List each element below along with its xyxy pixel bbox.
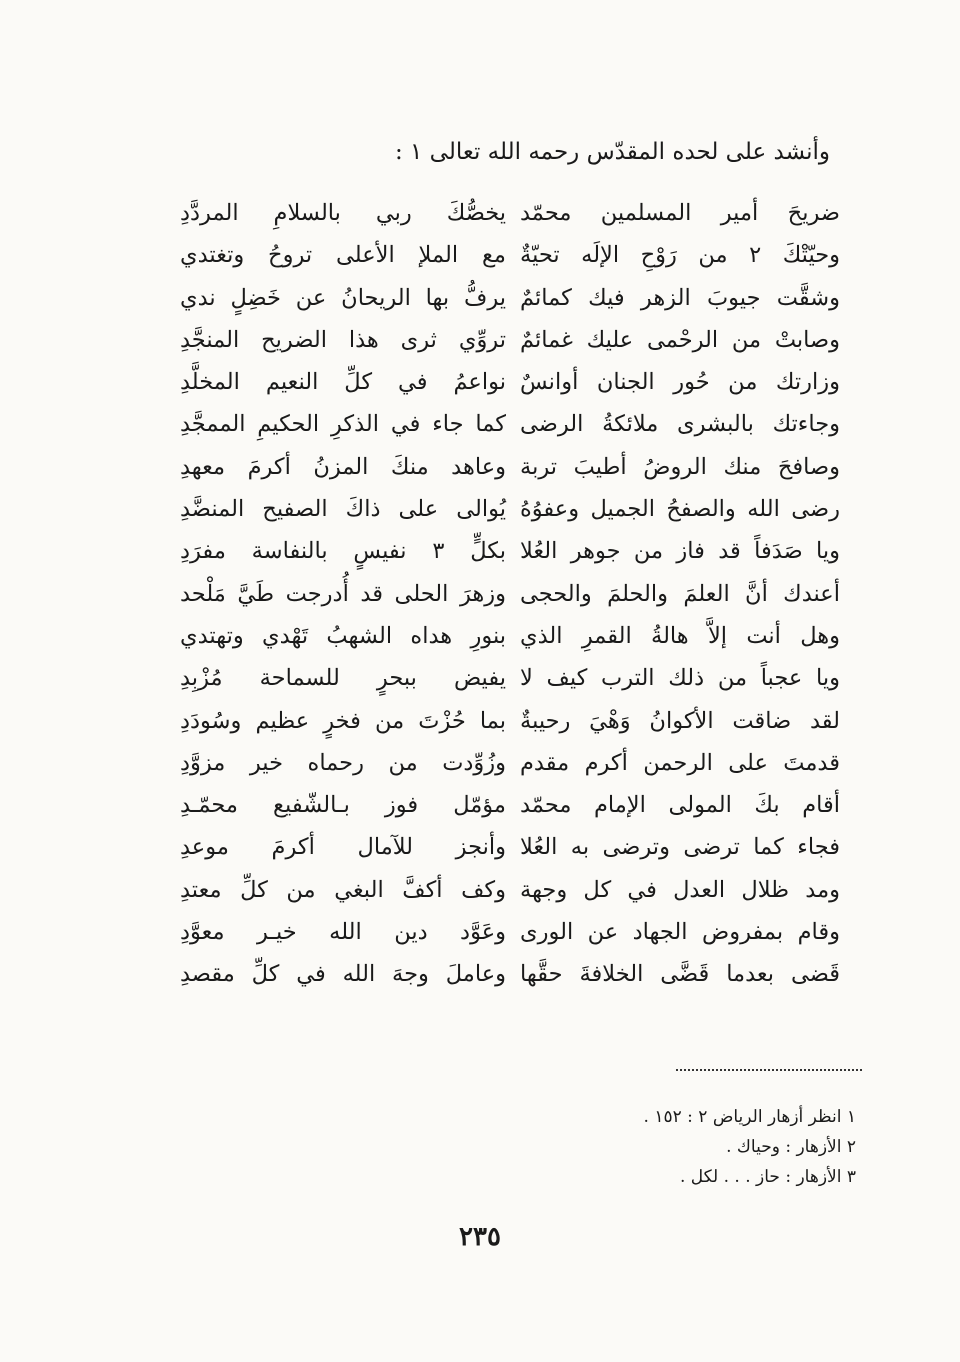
verse-first-hemistich: ضريحَ أمير المسلمين محمّد — [520, 200, 840, 226]
verse-second-hemistich: نواعمُ في كلِّ النعيم المخلَّدِ — [180, 369, 506, 396]
verse-row — [180, 700, 840, 742]
verse-row — [180, 869, 840, 911]
verse-second-hemistich: وزُوِّدت من رحماه خير مزوَّدِ — [180, 749, 506, 776]
verse-row — [180, 530, 840, 572]
verse-row — [180, 911, 840, 953]
verse-first-hemistich: وحيّتْكَ ٢ من رَوْحِ الإلَه تحيّةٌ — [520, 242, 841, 269]
verse-second-hemistich: تروِّي ثرى هذا الضريح المنجَّدِ — [180, 326, 506, 353]
verse-second-hemistich: كما جاء في الذكرِ الحكيمِ الممجَّدِ — [180, 411, 506, 438]
verse-second-hemistich: يُوالى على ذاكَ الصفيح المنضَّدِ — [180, 496, 506, 523]
footnote-separator — [676, 1069, 862, 1071]
footnotes — [644, 1102, 856, 1192]
verse-first-hemistich: وصافحَ منك الروضُ أطيبَ تربة — [520, 453, 840, 480]
verse-first-hemistich: وجاءتك بالبشرى ملائكةُ الرضى — [520, 411, 840, 438]
verse-second-hemistich: وعاهد منكَ المزنُ أكرمَ معهدِ — [180, 453, 506, 480]
verse-row — [180, 573, 840, 615]
verse-row — [180, 615, 840, 657]
verse-row — [180, 234, 840, 276]
verse-first-hemistich: لقد ضاقت الأكوانُ وَهْيَ رحيبةٌ — [520, 707, 840, 734]
verse-first-hemistich: وهل أنت إلاَّ هالةُ القمرِ الذي — [520, 622, 840, 649]
verse-row — [180, 361, 840, 403]
verse-row — [180, 277, 840, 319]
verse-second-hemistich: وعَوَّد دين الله خيـر معوَّدِ — [180, 919, 506, 946]
verse-row — [180, 657, 840, 699]
verse-row — [180, 446, 840, 488]
verse-row — [180, 826, 840, 868]
intro-line: وأنشد على لحده المقدّس رحمه الله تعالى ١ : — [394, 139, 830, 165]
verse-second-hemistich: بما حُزْتَ من فخرٍ عظيم وسُودَدِ — [180, 707, 506, 734]
verse-first-hemistich: وقام بمفروض الجهاد عن الورى — [520, 919, 840, 946]
verse-second-hemistich: مؤمّل فوز بـالشّفيع محمّـدِ — [180, 792, 506, 819]
poem-verses — [180, 192, 840, 996]
verse-row — [180, 742, 840, 784]
verse-first-hemistich: قدمتَ على الرحمن أكرم مقدم — [520, 749, 840, 776]
verse-second-hemistich: يرفُّ بها الريحانُ عن خَضِلٍ ندي — [180, 284, 506, 311]
verse-second-hemistich: بنورِ هداه الشهبُ تَهْدي وتهتدي — [180, 622, 506, 649]
verse-second-hemistich: يخصُّكَ ربي بالسلامِ المردَّدِ — [180, 200, 506, 226]
verse-row — [180, 192, 840, 234]
verse-second-hemistich: وعاملَ وجهَ الله في كلِّ مقصدِ — [180, 961, 506, 988]
verse-first-hemistich: ويا عجباً من ذلك الترب كيف لا — [520, 665, 840, 692]
verse-second-hemistich: وزهرَ الحلى قد أُدرجت طَيَّ مَلْحد — [180, 580, 506, 607]
verse-first-hemistich: رضى الله والصفحُ الجميل وعفوُهُ — [520, 496, 840, 523]
footnote: ٢ الأزهار : وحياك . — [726, 1137, 856, 1157]
verse-first-hemistich: فجاء كما ترضى وترضى به العُلا — [520, 834, 840, 861]
verse-row — [180, 403, 840, 445]
verse-first-hemistich: ومد ظلال العدل في كل وجهة — [520, 876, 840, 903]
verse-second-hemistich: وأنجز للآمال أكرمَ موعدِ — [180, 834, 506, 861]
verse-second-hemistich: بكلٍّ ٣ نفيسٍ بالنفاسة مفرَدِ — [180, 538, 506, 565]
verse-row — [180, 319, 840, 361]
verse-second-hemistich: وكف أكفَّ البغي من كلِّ معتدِ — [180, 876, 506, 903]
page-number: ٢٣٥ — [459, 1222, 501, 1252]
footnote: ١ انظر أزهار الرياض ٢ : ١٥٢ . — [643, 1107, 856, 1127]
verse-row — [180, 488, 840, 530]
verse-row — [180, 784, 840, 826]
verse-first-hemistich: وزارتك من حُور الجنان أوانسٌ — [520, 369, 840, 396]
verse-second-hemistich: يفيض ببحرٍ للسماحة مُزْبِدِ — [180, 665, 506, 692]
verse-first-hemistich: وشقَّت جيوبَ الزهر فيك كمائمٌ — [520, 284, 840, 311]
verse-row — [180, 953, 840, 995]
verse-first-hemistich: أعندك أنَّ العلمَ والحلمَ والحجى — [520, 580, 840, 607]
verse-first-hemistich: ويا صَدَفاً قد فاز من جوهر العُلا — [520, 538, 840, 565]
verse-first-hemistich: أقام بكَ المولى الإمام محمّد — [520, 792, 840, 819]
footnote: ٣ الأزهار : حاز . . . لكل . — [679, 1167, 856, 1187]
verse-first-hemistich: قَضى بعدما قَضَّى الخلافةَ حقَّها — [520, 961, 840, 988]
verse-second-hemistich: مع الملإ الأعلى تروحُ وتغتدي — [180, 242, 506, 269]
verse-first-hemistich: وصابتْ من الرحْمى عليك غمائمٌ — [520, 326, 840, 353]
